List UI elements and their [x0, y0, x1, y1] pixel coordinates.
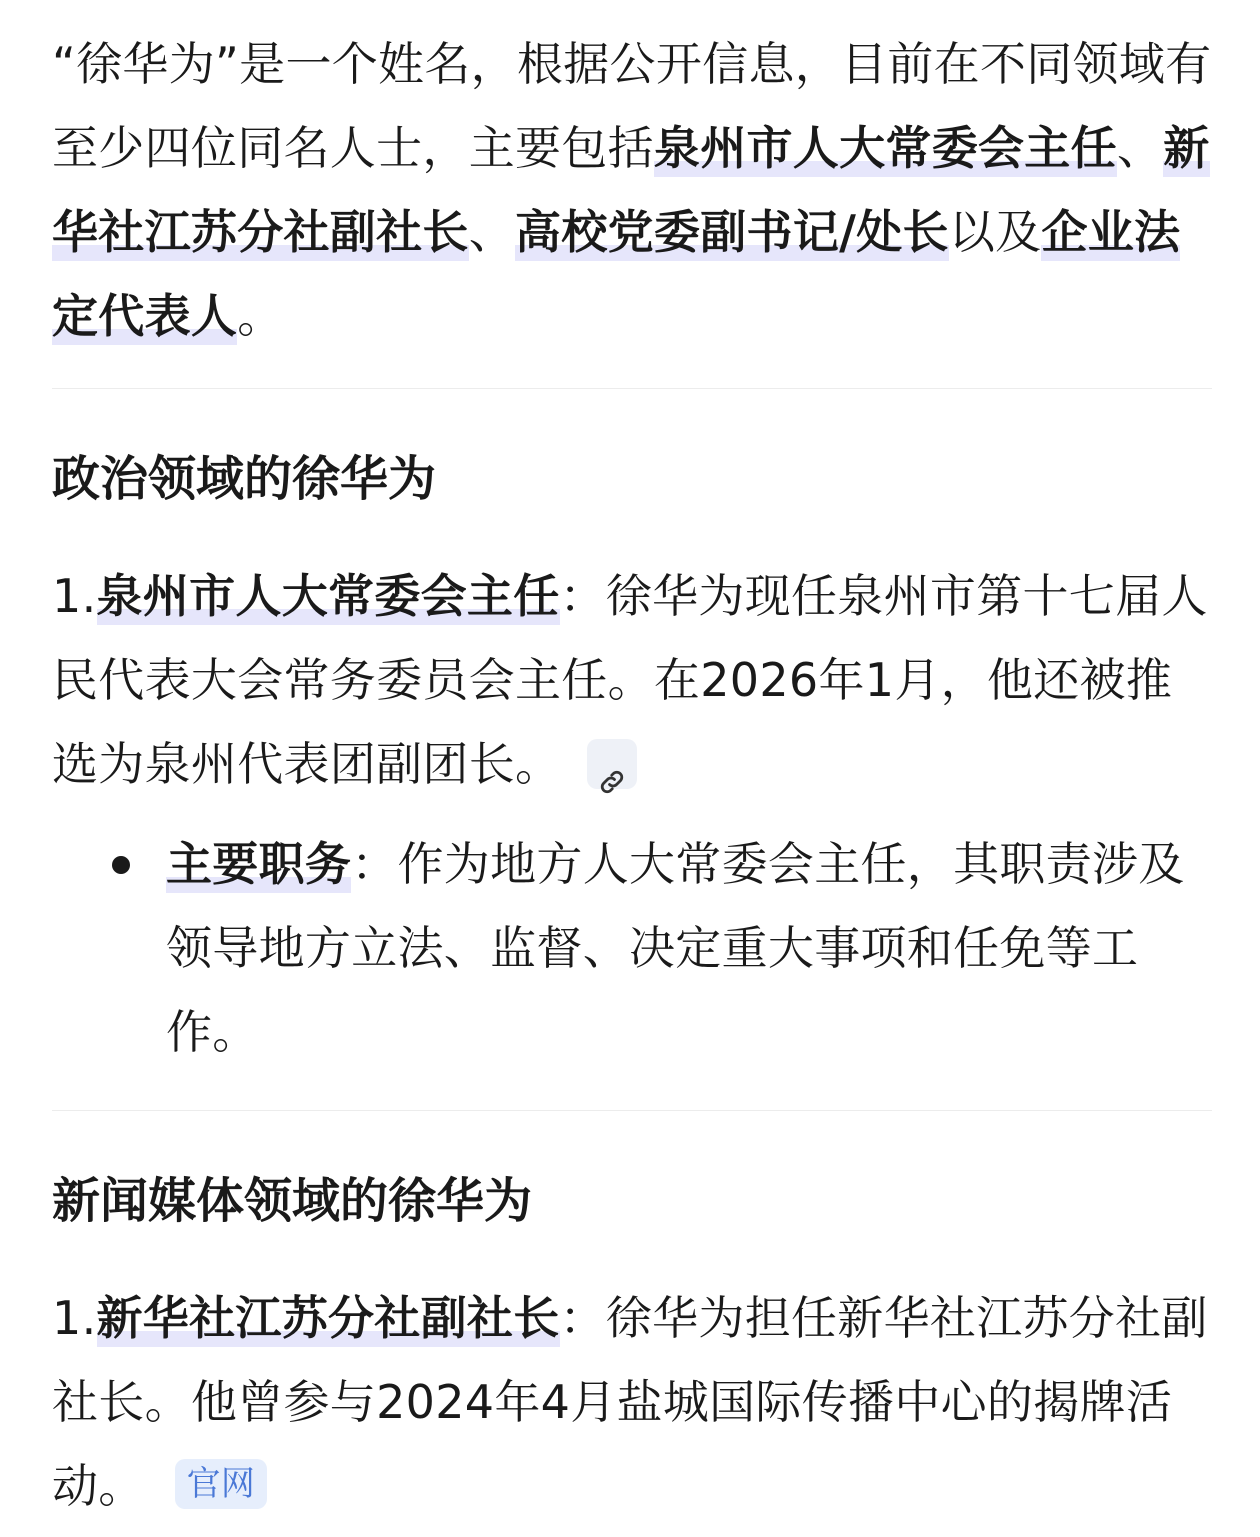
bullet-title[interactable]: 主要职务 [166, 837, 352, 891]
list-item [52, 554, 1212, 806]
list-item [52, 1276, 1212, 1528]
separator: 、 [468, 205, 516, 259]
intro-paragraph [52, 22, 1212, 358]
bullet-body: ：作为地方人大常委会主任，其职责涉及领导地方立法、监督、决定重大事项和任免等工作。 [166, 837, 1185, 1059]
highlight-enterprise[interactable]: 企业法定代表人 [52, 205, 1181, 343]
bullet-dot [112, 856, 130, 874]
item-body: ：徐华为现任泉州市第十七届人民代表大会常务委员会主任。在2026年1月，他还被推选为泉州代表团副团长。 [52, 569, 1208, 791]
separator: 、 [1116, 121, 1164, 175]
section-heading-politics: 政治领域的徐华为 [52, 451, 437, 507]
item-title-quanzhou[interactable]: 泉州市人大常委会主任 [96, 569, 560, 623]
highlight-xinhua[interactable]: 新华社江苏分社副社长 [52, 121, 1210, 259]
intro-text: 。 [237, 289, 284, 343]
highlight-university[interactable]: 高校党委副书记/处长 [515, 205, 949, 259]
bullet-item [114, 822, 1212, 1074]
section-divider [52, 388, 1212, 389]
list-number: 1. [52, 1291, 97, 1345]
intro-text: 以及 [948, 205, 1042, 259]
section-divider [52, 1110, 1212, 1111]
intro-text: “徐华为”是一个姓名，根据公开信息，目前在不同领域有至少四位同名人士，主要包括 [52, 37, 1212, 175]
highlight-quanzhou[interactable]: 泉州市人大常委会主任 [653, 121, 1117, 175]
official-site-badge[interactable]: 官网 [175, 1459, 268, 1509]
item-title-xinhua[interactable]: 新华社江苏分社副社长 [96, 1291, 560, 1345]
section-heading-media: 新闻媒体领域的徐华为 [52, 1173, 533, 1229]
bullet-text [166, 822, 1212, 1074]
list-number: 1. [52, 569, 97, 623]
item-body: ：徐华为担任新华社江苏分社副社长。他曾参与2024年4月盐城国际传播中心的揭牌活动。 [52, 1291, 1208, 1513]
link-icon[interactable] [587, 739, 637, 789]
